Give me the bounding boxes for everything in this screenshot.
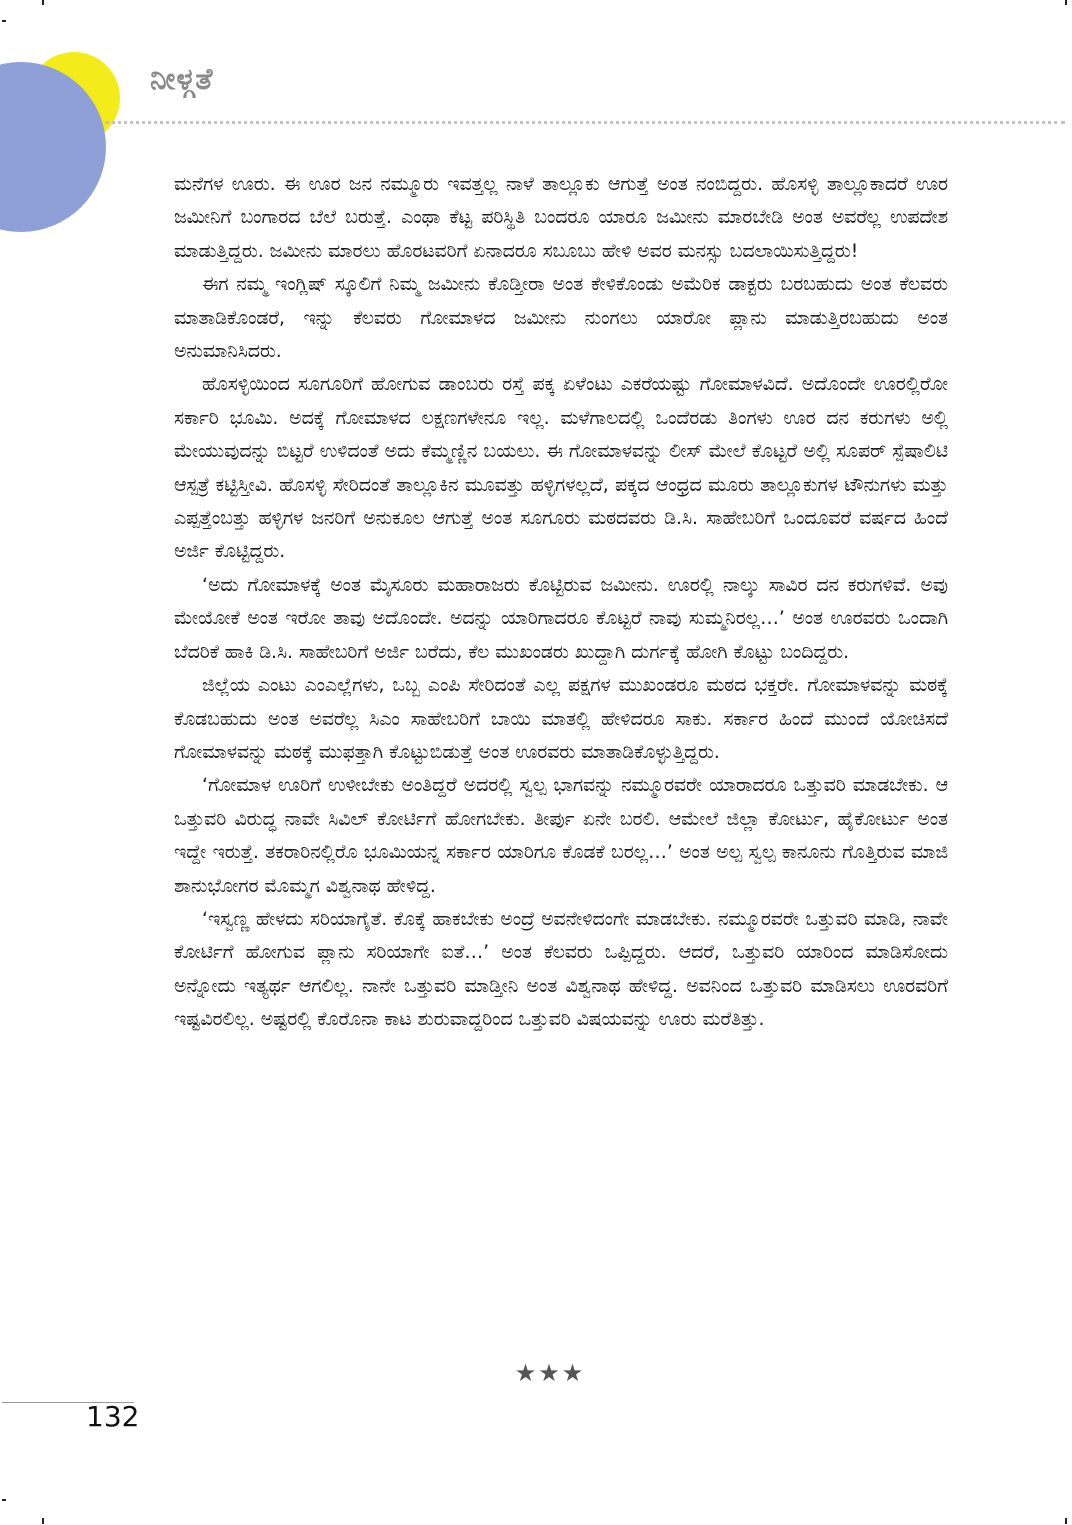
paragraph: ‘ಅದು ಗೋಮಾಳಕ್ಕೆ ಅಂತ ಮೈಸೂರು ಮಹಾರಾಜರು ಕೊಟ್ಟಿರುವ ಜಮೀನು. ಊರಲ್ಲಿ ನಾಲ್ಕು ಸಾವಿರ ದನ ಕರುಗಳಿವೆ. ಅವು ಮೇಯೋಕೆ ಅಂತ ಇರೋ ತಾವು ಅದೊಂದೇ. ಅದನ್ನು ಯಾರಿಗಾದರೂ ಕೊಟ್ಟರೆ ನಾವು ಸುಮ್ಮನಿರಲ್ಲ…’ ಅಂತ ಊರವರು ಒಂದಾಗಿ ಬೆದರಿಕೆ ಹಾಕಿ ಡಿ.ಸಿ. ಸಾಹೇಬರಿಗೆ ಅರ್ಜಿ ಬರೆದು, ಕೆಲ ಮುಖಂಡರು ಖುದ್ದಾಗಿ ದುರ್ಗಕ್ಕೆ ಹೋಗಿ ಕೊಟ್ಟು ಬಂದಿದ್ದರು.: [174, 574, 948, 663]
paragraph: ಮನೆಗಳ ಊರು. ಈ ಊರ ಜನ ನಮ್ಮೂರು ಇವತ್ತಲ್ಲ ನಾಳೆ ತಾಲ್ಲೂಕು ಆಗುತ್ತೆ ಅಂತ ನಂಬಿದ್ದರು. ಹೊಸಳ್ಳಿ ತಾಲ್ಲೂಕಾದರೆ ಊರ ಜಮೀನಿಗೆ ಬಂಗಾರದ ಬೆಲೆ ಬರುತ್ತೆ. ಎಂಥಾ ಕೆಟ್ಟ ಪರಿಸ್ಥಿತಿ ಬಂದರೂ ಯಾರೂ ಜಮೀನು ಮಾರಬೇಡಿ ಅಂತ ಅವರೆಲ್ಲ ಉಪದೇಶ ಮಾಡುತ್ತಿದ್ದರು. ಜಮೀನು ಮಾರಲು ಹೊರಟವರಿಗೆ ಏನಾದರೂ ಸಬೂಬು ಹೇಳಿ ಅವರ ಮನಸ್ಸು ಬದಲಾಯಿಸುತ್ತಿದ್ದರು!: [174, 174, 948, 262]
section-separator-stars: ★★★: [514, 1359, 586, 1387]
crop-mark-bottom-mid-left: [42, 1518, 44, 1524]
paragraph: ಜಿಲ್ಲೆಯ ಎಂಟು ಎಂಎಲ್ಲೆಗಳು, ಒಬ್ಬ ಎಂಪಿ ಸೇರಿದಂತೆ ಎಲ್ಲ ಪಕ್ಷಗಳ ಮುಖಂಡರೂ ಮಠದ ಭಕ್ತರೇ. ಗೋಮಾಳವನ್ನು ಮಠಕ್ಕೆ ಕೊಡಬಹುದು ಅಂತ ಅವರೆಲ್ಲ ಸಿಎಂ ಸಾಹೇಬರಿಗೆ ಬಾಯಿ ಮಾತಲ್ಲಿ ಹೇಳಿದರೂ ಸಾಕು. ಸರ್ಕಾರ ಹಿಂದೆ ಮುಂದೆ ಯೋಚಿಸದೆ ಗೋಮಾಳವನ್ನು ಮಠಕ್ಕೆ ಮುಫತ್ತಾಗಿ ಕೊಟ್ಟುಬಿಡುತ್ತೆ ಅಂತ ಊರವರು ಮಾತಾಡಿಕೊಳ್ಳುತ್ತಿದ್ದರು.: [174, 675, 948, 763]
header-dotted-divider: [105, 121, 1065, 124]
paragraph: ‘ಗೋಮಾಳ ಊರಿಗೆ ಉಳೀಬೇಕು ಅಂತಿದ್ದರೆ ಅದರಲ್ಲಿ ಸ್ವಲ್ಪ ಭಾಗವನ್ನು ನಮ್ಮೂರವರೇ ಯಾರಾದರೂ ಒತ್ತುವರಿ ಮಾಡಬೇಕು. ಆ ಒತ್ತುವರಿ ವಿರುದ್ಧ ನಾವೇ ಸಿವಿಲ್ ಕೋರ್ಟಿಗೆ ಹೋಗಬೇಕು. ತೀರ್ಪು ಏನೇ ಬರಲಿ. ಆಮೇಲೆ ಜಿಲ್ಲಾ ಕೋರ್ಟು, ಹೈಕೋರ್ಟು ಅಂತ ಇದ್ದೇ ಇರುತ್ತೆ. ತಕರಾರಿನಲ್ಲಿರೊ ಭೂಮಿಯನ್ನ ಸರ್ಕಾರ ಯಾರಿಗೂ ಕೊಡಕೆ ಬರಲ್ಲ…’ ಅಂತ ಅಲ್ಪ ಸ್ವಲ್ಪ ಕಾನೂನು ಗೊತ್ತಿರುವ ಮಾಜಿ ಶಾನುಭೋಗರ ಮೊಮ್ಮಗ ವಿಶ್ವನಾಥ ಹೇಳಿದ್ದ.: [174, 775, 948, 897]
paragraph: ‘ಇಸ್ವಣ್ಣ ಹೇಳದು ಸರಿಯಾಗೈತೆ. ಕೊಕ್ಕೆ ಹಾಕಬೇಕು ಅಂದ್ರೆ ಅವನೇಳಿದಂಗೇ ಮಾಡಬೇಕು. ನಮ್ಮೂರವರೇ ಒತ್ತುವರಿ ಮಾಡಿ, ನಾವೇ ಕೋರ್ಟಿಗೆ ಹೋಗುವ ಪ್ಲಾನು ಸರಿಯಾಗೇ ಐತೆ…’ ಅಂತ ಕೆಲವರು ಒಪ್ಪಿದ್ದರು. ಆದರೆ, ಒತ್ತುವರಿ ಯಾರಿಂದ ಮಾಡಿಸೋದು ಅನ್ನೋದು ಇತ್ಯರ್ಥ ಆಗಲಿಲ್ಲ. ನಾನೇ ಒತ್ತುವರಿ ಮಾಡ್ತೀನಿ ಅಂತ ವಿಶ್ವನಾಥ ಹೇಳಿದ್ದ. ಅವನಿಂದ ಒತ್ತುವರಿ ಮಾಡಿಸಲು ಊರವರಿಗೆ ಇಷ್ಟವಿರಲಿಲ್ಲ. ಅಷ್ಟರಲ್ಲಿ ಕೊರೊನಾ ಕಾಟ ಶುರುವಾದ್ದರಿಂದ ಒತ್ತುವರಿ ವಿಷಯವನ್ನು ಊರು ಮರೆತಿತ್ತು.: [174, 908, 948, 1031]
body-text: [174, 168, 948, 1037]
paragraph: ಹೊಸಳ್ಳಿಯಿಂದ ಸೂಗೂರಿಗೆ ಹೋಗುವ ಡಾಂಬರು ರಸ್ತೆ ಪಕ್ಕ ಏಳೆಂಟು ಎಕರೆಯಷ್ಟು ಗೋಮಾಳವಿದೆ. ಅದೊಂದೇ ಊರಲ್ಲಿರೋ ಸರ್ಕಾರಿ ಭೂಮಿ. ಅದಕ್ಕೆ ಗೋಮಾಳದ ಲಕ್ಷಣಗಳೇನೂ ಇಲ್ಲ. ಮಳೆಗಾಲದಲ್ಲಿ ಒಂದೆರಡು ತಿಂಗಳು ಊರ ದನ ಕರುಗಳು ಅಲ್ಲಿ ಮೇಯುವುದನ್ನು ಬಿಟ್ಟರೆ ಉಳಿದಂತೆ ಅದು ಕೆಮ್ಮಣ್ಣಿನ ಬಯಲು. ಈ ಗೋಮಾಳವನ್ನು ಲೀಸ್ ಮೇಲೆ ಕೊಟ್ಟರೆ ಅಲ್ಲಿ ಸೂಪರ್ ಸ್ಪೆಷಾಲಿಟಿ ಆಸ್ಪತ್ರೆ ಕಟ್ಟಿಸ್ತೀವಿ. ಹೊಸಳ್ಳಿ ಸೇರಿದಂತೆ ತಾಲ್ಲೂಕಿನ ಮೂವತ್ತು ಹಳ್ಳಿಗಳಲ್ಲದೆ, ಪಕ್ಕದ ಆಂಧ್ರದ ಮೂರು ತಾಲ್ಲೂಕುಗಳ ಟೌನುಗಳು ಮತ್ತು ಎಪ್ಪತ್ತೆಂಬತ್ತು ಹಳ್ಳಿಗಳ ಜನರಿಗೆ ಅನುಕೂಲ ಆಗುತ್ತೆ ಅಂತ ಸೂಗೂರು ಮಠದವರು ಡಿ.ಸಿ. ಸಾಹೇಬರಿಗೆ ಒಂದೂವರೆ ವರ್ಷದ ಹಿಂದೆ ಅರ್ಜಿ ಕೊಟ್ಟಿದ್ದರು.: [174, 374, 948, 563]
crop-mark-bottom-left: [2, 1499, 6, 1501]
crop-mark-bottom-right: [1065, 1518, 1067, 1524]
section-title: ನೀಳ್ಗತೆ: [150, 62, 214, 97]
paragraph: ಈಗ ನಮ್ಮ ಇಂಗ್ಲಿಷ್ ಸ್ಕೂಲಿಗೆ ನಿಮ್ಮ ಜಮೀನು ಕೊಡ್ತೀರಾ ಅಂತ ಕೇಳಿಕೊಂಡು ಅಮೆರಿಕ ಡಾಕ್ಟರು ಬರಬಹುದು ಅಂತ ಕೆಲವರು ಮಾತಾಡಿಕೊಂಡರೆ, ಇನ್ನು ಕೆಲವರು ಗೋಮಾಳದ ಜಮೀನು ನುಂಗಲು ಯಾರೋ ಪ್ಲಾನು ಮಾಡುತ್ತಿರಬಹುದು ಅಂತ ಅನುಮಾನಿಸಿದರು.: [174, 274, 948, 363]
crop-mark-top-left: [2, 20, 6, 22]
crop-mark-top-mid-left: [42, 0, 44, 5]
page-number: 132: [86, 1400, 140, 1433]
crop-mark-top-right: [1065, 0, 1067, 5]
